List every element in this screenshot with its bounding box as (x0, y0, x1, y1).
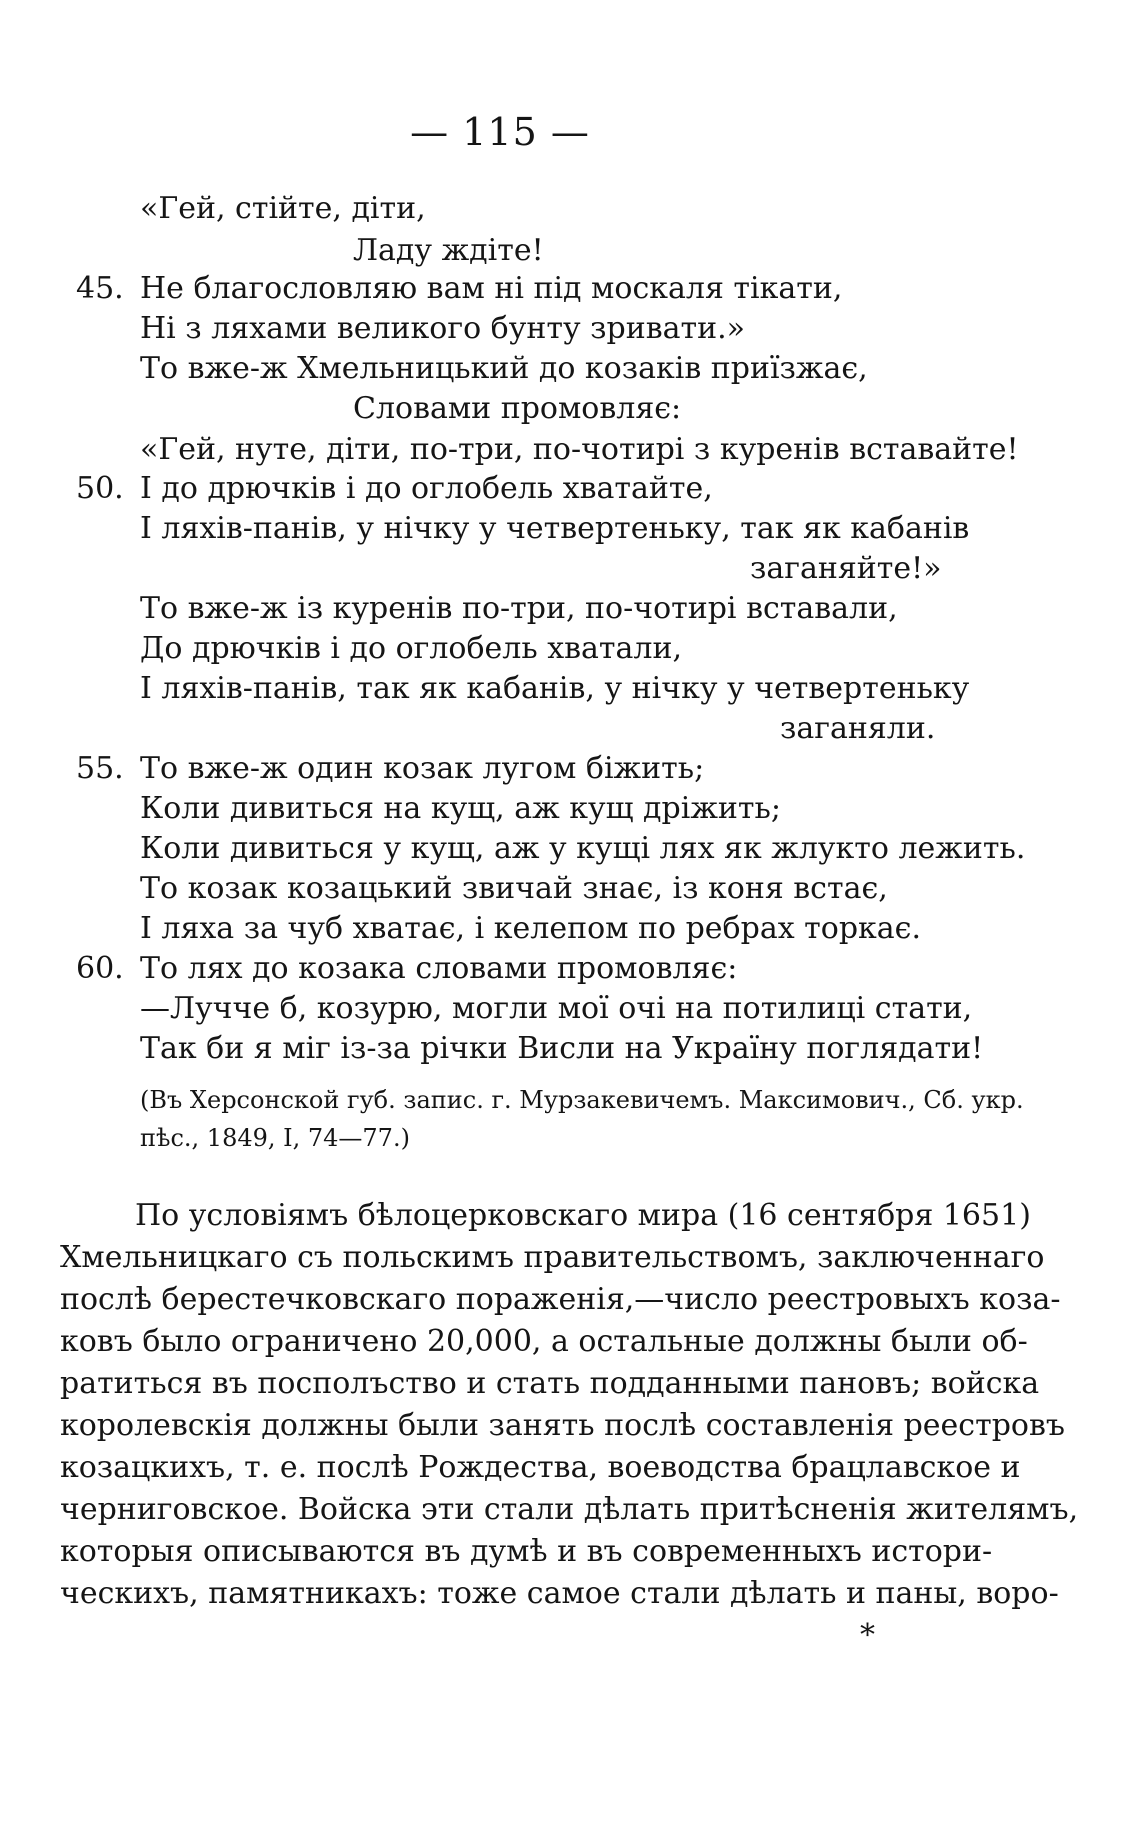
poem-line: Коли дивиться у кущ, аж у кущі лях як жлукто лежить. (140, 831, 1026, 866)
paragraph-line: которыя описываются въ думѣ и въ современныхъ истори- (60, 1534, 993, 1569)
poem-line: Ладу ждіте! (353, 233, 544, 268)
poem-line: Так би я міг із-за річки Висли на Україну поглядати! (140, 1031, 984, 1066)
poem-line: —Лучче б, козурю, могли мої очі на потилиці стати, (140, 991, 973, 1026)
paragraph-line: По условіямъ бѣлоцерковскаго мира (16 сентября 1651) (135, 1198, 1031, 1233)
paragraph-line: ратиться въ посполъство и стать подданными пановъ; войска (60, 1366, 1040, 1401)
poem-line: Словами промовляє: (353, 391, 682, 426)
paragraph-line: козацкихъ, т. е. послѣ Рождества, воеводства брацлавское и (60, 1450, 1021, 1485)
poem-line: І ляха за чуб хватає, і келепом по ребрах торкає. (140, 911, 921, 946)
poem-line: Коли дивиться на кущ, аж кущ дріжить; (140, 791, 781, 826)
citation-line: (Въ Херсонской губ. запис. г. Мурзакевичемъ. Максимович., Сб. укр. (140, 1086, 1024, 1114)
paragraph-line: ковъ было ограничено 20,000, а остальные должны были об- (60, 1324, 1028, 1359)
poem-line: До дрючків і до оглобель хватали, (140, 631, 682, 666)
poem-line: І ляхів-панів, так як кабанів, у нічку у четвертеньку (140, 671, 970, 706)
poem-line: То вже-ж Хмельницький до козаків приїзжає, (140, 351, 868, 386)
paragraph-line: Хмельницкаго съ польскимъ правительствомъ, заключеннаго (60, 1240, 1045, 1275)
signature-mark: * (860, 1618, 875, 1653)
line-number: 45. (76, 271, 124, 306)
poem-line: І ляхів-панів, у нічку у четвертеньку, так як кабанів (140, 511, 970, 546)
poem-line: То вже-ж із куренів по-три, по-чотирі вставали, (140, 591, 898, 626)
poem-line: То козак козацький звичай знає, із коня встає, (140, 871, 888, 906)
paragraph-line: королевскія должны были занять послѣ составленія реестровъ (60, 1408, 1065, 1443)
poem-line: І до дрючків і до оглобель хватайте, (140, 471, 713, 506)
citation-line: пѣс., 1849, I, 74—77.) (140, 1124, 410, 1152)
poem-line: заганяйте!» (750, 551, 942, 586)
page-number: — 115 — (410, 110, 590, 154)
paragraph-line: ческихъ, памятникахъ: тоже самое стали дѣлать и паны, воро- (60, 1576, 1059, 1611)
poem-line: «Гей, нуте, діти, по-три, по-чотирі з куренів вставайте! (140, 432, 1019, 467)
paragraph-line: послѣ берестечковскаго пораженія,—число реестровыхъ коза- (60, 1282, 1061, 1317)
line-number: 50. (76, 471, 124, 506)
poem-line: «Гей, стійте, діти, (140, 191, 426, 226)
poem-line: заганяли. (780, 711, 936, 746)
line-number: 60. (76, 951, 124, 986)
line-number: 55. (76, 751, 124, 786)
paragraph-line: черниговское. Войска эти стали дѣлать притѣсненія жителямъ, (60, 1492, 1079, 1527)
poem-line: Не благословляю вам ні під москаля тікати, (140, 271, 843, 306)
poem-line: То лях до козака словами промовляє: (140, 951, 738, 986)
poem-line: Ні з ляхами великого бунту зривати.» (140, 311, 745, 346)
poem-line: То вже-ж один козак лугом біжить; (140, 751, 705, 786)
